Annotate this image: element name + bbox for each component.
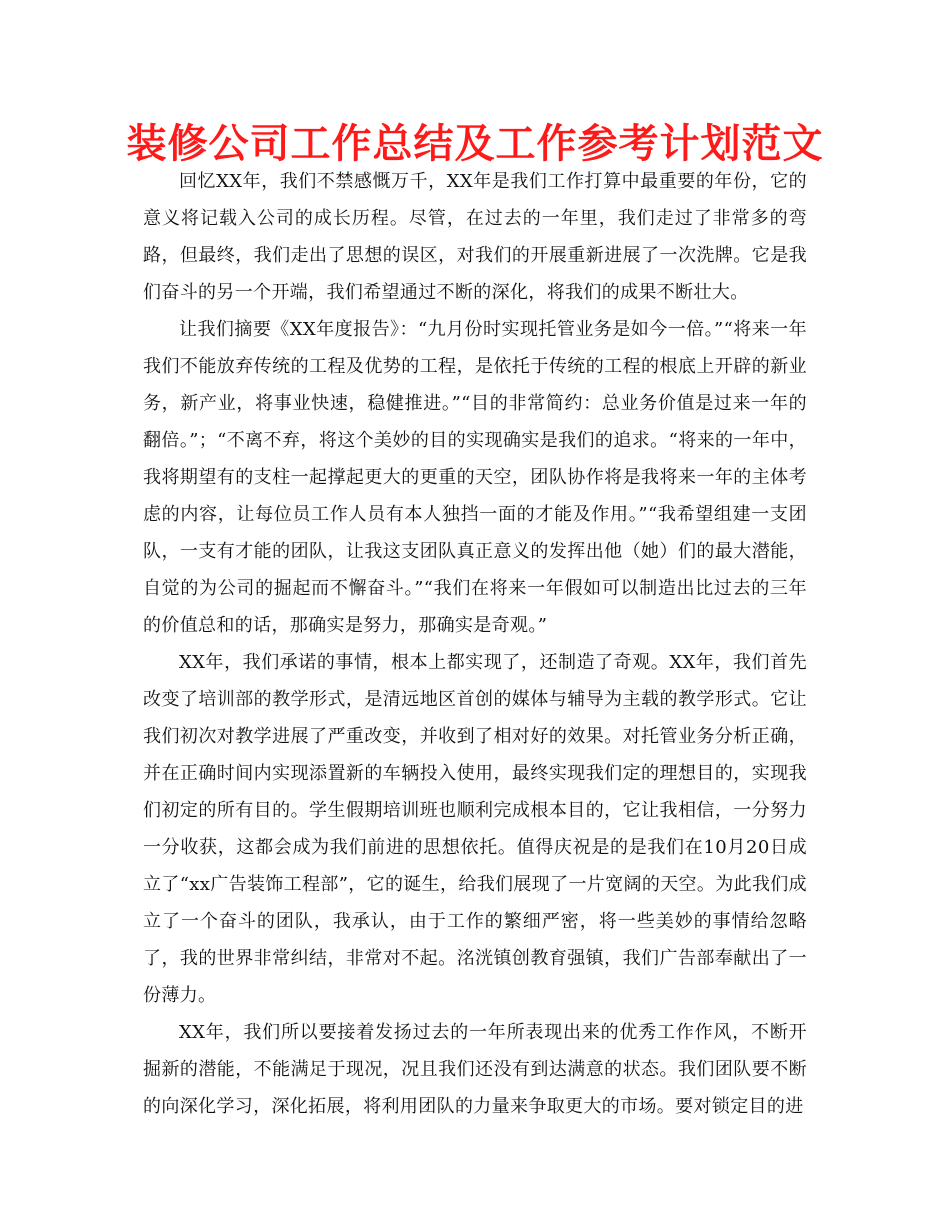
document-title: 装修公司工作总结及工作参考计划范文 [126,121,824,167]
document-body [143,163,807,1125]
paragraph: 回忆XX年，我们不禁感慨万千，XX年是我们工作打算中最重要的年份，它的意义将记载入公司的成长历程。尽管，在过去的一年里，我们走过了非常多的弯路，但最终，我们走出了思想的误区，对我们的开展重新进展了一次洗牌。它是我们奋斗的另一个开端，我们希望通过不断的深化，将我们的成果不断壮大。 [143,171,807,303]
paragraph: XX年，我们所以要接着发扬过去的一年所表现出来的优秀工作作风，不断开掘新的潜能，不能满足于现况，况且我们还没有到达满意的状态。我们团队要不断的向深化学习，深化拓展，将利用团队的力量来争取更大的市场。要对锁定目的进 [143,1022,807,1117]
paragraph: 让我们摘要《XX年度报告》：“九月份时实现托管业务是如今一倍。”“将来一年我们不能放弃传统的工程及优势的工程，是依托于传统的工程的根底上开辟的新业务，新产业，将事业快速，稳健推进。”“目的非常简约：总业务价值是过来一年的翻倍。”；“不离不弃，将这个美妙的目的实现确实是我们的追求。“将来的一年中，我将期望有的支柱一起撑起更大的更重的天空，团队协作将是我将来一年的主体考虑的内容，让每位员工作人员有本人独挡一面的才能及作用。”“我希望组建一支团队，一支有才能的团队，让我这支团队真正意义的发挥出他（她）们的最大潜能，自觉的为公司的掘起而不懈奋斗。”“我们在将来一年假如可以制造出比过去的三年的价值总和的话，那确实是努力，那确实是奇观。” [143,319,807,636]
paragraph: XX年，我们承诺的事情，根本上都实现了，还制造了奇观。XX年，我们首先改变了培训部的教学形式，是清远地区首创的媒体与辅导为主载的教学形式。它让我们初次对教学进展了严重改变，并收到了相对好的效果。对托管业务分析正确，并在正确时间内实现添置新的车辆投入使用，最终实现我们定的理想目的，实现我们初定的所有目的。学生假期培训班也顺利完成根本目的，它让我相信，一分努力一分收获，这都会成为我们前进的思想依托。值得庆祝是的是我们在10月20日成立了“xx广告装饰工程部”，它的诞生，给我们展现了一片宽阔的天空。为此我们成立了一个奋斗的团队，我承认，由于工作的繁细严密，将一些美妙的事情给忽略了，我的世界非常纠结，非常对不起。洺洸镇创教育强镇，我们广告部奉献出了一份薄力。 [143,652,808,1006]
